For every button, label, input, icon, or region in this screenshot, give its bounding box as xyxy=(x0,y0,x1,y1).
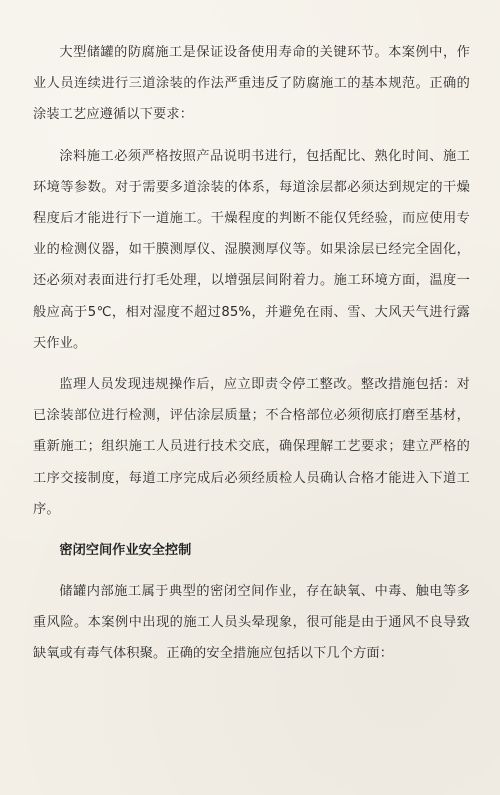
paragraph-gap xyxy=(33,525,470,535)
paragraph-confined-space: 储罐内部施工属于典型的密闭空间作业，存在缺氧、中毒、触电等多重风险。本案例中出现的施工人员头晕现象，很可能是由于通风不良导致缺氧或有毒气体积聚。正确的安全措施应包括以下几个方面： xyxy=(33,584,470,662)
paragraph-gap xyxy=(33,131,470,141)
section-heading: 密闭空间作业安全控制 xyxy=(59,543,192,559)
paragraph-gap xyxy=(33,566,470,576)
paragraph-anticorrosion-intro: 大型储罐的防腐施工是保证设备使用寿命的关键环节。本案例中，作业人员连续进行三道涂装的作法严重违反了防腐施工的基本规范。正确的涂装工艺应遵循以下要求： xyxy=(33,45,470,123)
paragraph-coating-requirements: 涂料施工必须严格按照产品说明书进行，包括配比、熟化时间、施工环境等参数。对于需要多道涂装的体系，每道涂层都必须达到规定的干燥程度后才能进行下一道施工。干燥程度的判断不能仅凭经验，而应使用专业的检测仪器，如干膜测厚仪、湿膜测厚仪等。如果涂层已经完全固化，还必须对表面进行打毛处理，以增强层间附着力。施工环境方面，温度一般应高于5℃，相对湿度不超过85%，并避免在雨、雪、大风天气进行露天作业。 xyxy=(33,148,470,351)
paragraph-gap xyxy=(33,359,470,369)
paragraph-rectification: 监理人员发现违规操作后，应立即责令停工整改。整改措施包括：对已涂装部位进行检测，评估涂层质量；不合格部位必须彻底打磨至基材，重新施工；组织施工人员进行技术交底，确保理解工艺要求；建立严格的工序交接制度，每道工序完成后必须经质检人员确认合格才能进入下道工序。 xyxy=(33,377,470,517)
